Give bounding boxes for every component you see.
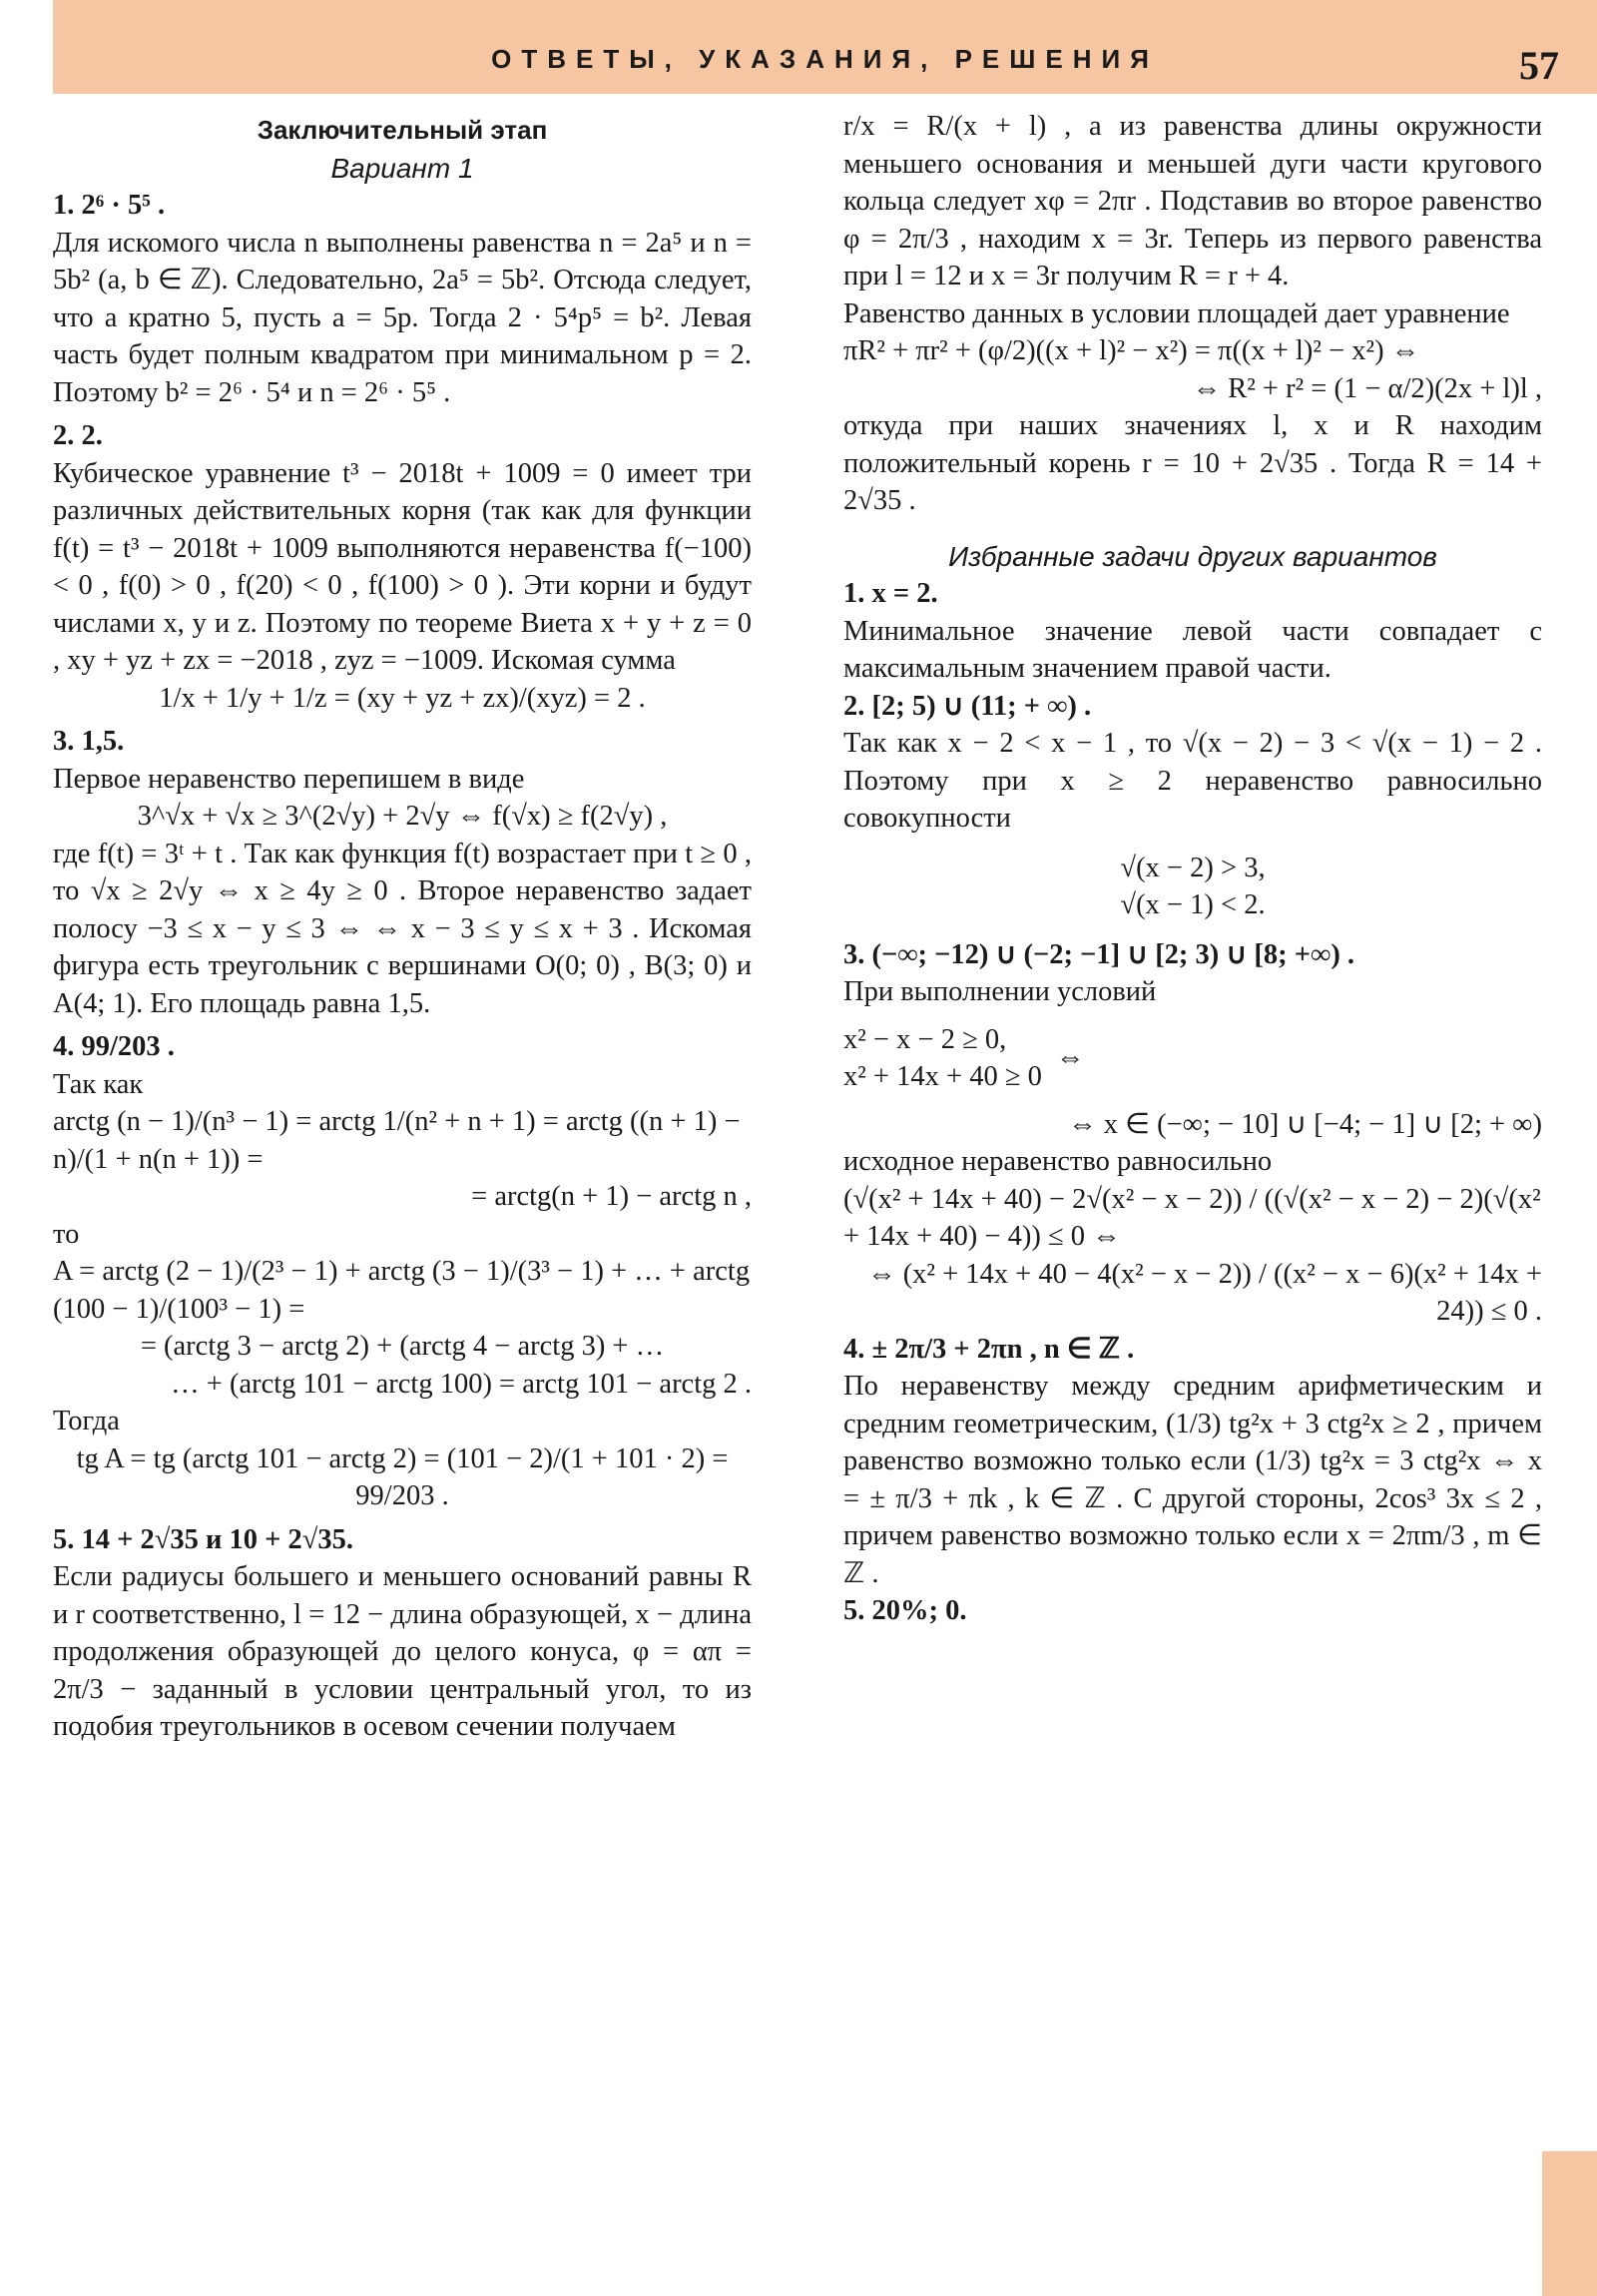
task-4-answer: 4. ± 2π/3 + 2πn , n ∈ ℤ . [843,1333,1135,1365]
problem-4-equation-1: arctg (n − 1)/(n³ − 1) = arctg 1/(n² + n + 1) = arctg ((n + 1) − n)/(1 + n(n + 1)) = [53,1106,741,1175]
task-5-answer: 5. 20%; 0. [843,1595,967,1626]
problem-5-solution: Если радиусы большего и меньшего оснований равны R и r соответственно, l = 12 − длина образующей, x − длина продолжения образующей до целого конуса, φ = απ = 2π/3 − заданный в условии центральный угол, то из подобия треугольников в осевом сечении получаем [53,1561,752,1742]
problem-3-answer: 3. 1,5. [53,726,125,757]
problem-5-equation-2: ⇔ R² + r² = (1 − α/2)(2x + l)l , [1192,372,1542,404]
variant-title: Вариант 1 [330,152,474,184]
running-title: ОТВЕТЫ, УКАЗАНИЯ, РЕШЕНИЯ [491,44,1159,74]
task-3-equation-1: ⇔ x ∈ (−∞; − 10] ∪ [−4; − 1] ∪ [2; + ∞) [1068,1108,1542,1140]
problem-2-equation: 1/x + 1/y + 1/z = (xy + yz + zx)/(xyz) = 2 . [159,682,646,714]
problem-2-solution: Кубическое уравнение t³ − 2018t + 1009 = 0 имеет три различных действительных корня (так как для функции f(t) = t³ − 2018t + 1009 выполняются неравенства f(−100) < 0 , f(0) > 0 , f(20) < 0 , f(100) > 0 ). Эти корни и будут числами x, y и z. Поэтому по теореме Виета x + y + z = 0 , xy + yz + zx = −2018 , zyz = −1009. Искомая сумма [53,457,752,676]
problem-4-equation-4: = (arctg 3 − arctg 2) + (arctg 4 − arctg 3) + … [140,1331,665,1362]
section-other-variants: Избранные задачи других вариантов [948,540,1437,572]
problem-5-continuation: r/x = R/(x + l) , а из равенства длины окружности меньшего основания и меньшей дуги части кругового кольца следует xφ = 2πr . Подставив во второе равенство φ = 2π/3 , находим x = 3r. Теперь из первого равенства при l = 12 и x = 3r получим R = r + 4. [843,111,1542,291]
problem-4-equation-5: … + (arctg 101 − arctg 100) = arctg 101 − arctg 2 . [171,1368,752,1400]
problem-3-intro: Первое неравенство перепишем в виде [53,763,525,795]
problem-2-answer: 2. 2. [53,420,103,451]
problem-4-equation-3: A = arctg (2 − 1)/(2³ − 1) + arctg (3 − 1)/(3³ − 1) + … + arctg (100 − 1)/(100³ − 1) = [53,1256,751,1325]
problem-5-answer: 5. 14 + 2√35 и 10 + 2√35. [53,1523,354,1555]
page-edge-tab [1542,2151,1597,2296]
problem-4-equation-2: = arctg(n + 1) − arctg n , [471,1181,752,1212]
task-2-answer: 2. [2; 5) ∪ (11; + ∞) . [843,690,1092,722]
task-2-system-line-2: √(x − 1) < 2. [1120,889,1266,920]
page-number: 57 [1519,43,1559,88]
task-4-solution: По неравенству между средним арифметическим и средним геометрическим, (1/3) tg²x + 3 ctg²x ≥ 2 , причем равенство возможно только если (1/3) tg²x = 3 ctg²x ⇔ x = ± π/3 + πk , k ∈ ℤ . С другой стороны, 2cos³ 3x ≤ 2 , причем равенство возможно только если x = 2πm/3 , m ∈ ℤ . [843,1371,1542,1589]
problem-4-then: то [53,1218,80,1250]
problem-1-solution: Для искомого числа n выполнены равенства n = 2a⁵ и n = 5b² (a, b ∈ ℤ). Следовательно, 2a⁵ = 5b². Отсюда следует, что a кратно 5, пусть a = 5p. Тогда 2 · 5⁴p⁵ = b². Левая часть будет полным квадратом при минимальном p = 2. Поэтому b² = 2⁶ · 5⁴ и n = 2⁶ · 5⁵ . [53,227,752,408]
task-2-system-line-1: √(x − 2) > 3, [1120,852,1266,883]
problem-5-conclusion: откуда при наших значениях l, x и R находим положительный корень r = 10 + 2√35 . Тогда R = 14 + 2√35 . [843,410,1542,516]
task-3-system-equivalence: ⇔ [1055,1042,1085,1074]
page-header [53,0,1597,94]
task-1-answer: 1. x = 2. [843,578,938,609]
task-3-system-lines [843,1021,1042,1096]
task-3-system [843,1021,1542,1096]
task-3-equation-2: (√(x² + 14x + 40) − 2√(x² − x − 2)) / ((√(x² − x − 2) − 2)(√(x² + 14x + 40) − 4)) ≤ 0 ⇔ [843,1183,1541,1252]
problem-4-then-2: Тогда [53,1406,120,1436]
task-3-system-line-1: x² − x − 2 ≥ 0, [843,1023,1007,1055]
task-3-equation-3: ⇔ (x² + 14x + 40 − 4(x² − x − 2)) / ((x² − x − 6)(x² + 14x + 24)) ≤ 0 . [867,1258,1542,1327]
problem-4-answer: 4. 99/203 . [53,1031,175,1062]
problem-4-equation-6: tg A = tg (arctg 101 − arctg 2) = (101 − 2)/(1 + 101 · 2) = 99/203 . [76,1442,729,1511]
problem-3-solution: где f(t) = 3ᵗ + t . Так как функция f(t) возрастает при t ≥ 0 , то √x ≥ 2√y ⇔ x ≥ 4y ≥ 0 . Второе неравенство задает полосу −3 ≤ x − y ≤ 3 ⇔ ⇔ x − 3 ≤ y ≤ x + 3 . Искомая фигура есть треугольник с вершинами O(0; 0) , B(3; 0) и A(4; 1). Его площадь равна 1,5. [53,838,752,1019]
task-1-solution: Минимальное значение левой части совпадает с максимальным значением правой части. [843,615,1542,684]
task-2-solution: Так как x − 2 < x − 1 , то √(x − 2) − 3 < √(x − 1) − 2 . Поэтому при x ≥ 2 неравенство равносильно совокупности [843,728,1542,834]
right-column [843,108,1542,1630]
task-2-system [843,850,1542,924]
problem-5-equation-1: πR² + πr² + (φ/2)((x + l)² − x²) = π((x + l)² − x²) ⇔ [843,335,1420,366]
section-title: Заключительный этап [257,115,548,145]
problem-4-intro: Так как [53,1068,144,1100]
problem-3-equation: 3^√x + √x ≥ 3^(2√y) + 2√y ⇔ f(√x) ≥ f(2√y) , [137,801,668,832]
task-3-text: исходное неравенство равносильно [843,1146,1273,1177]
left-column [53,112,752,1746]
task-3-system-line-2: x² + 14x + 40 ≥ 0 [843,1061,1042,1092]
problem-1-answer: 1. 2⁶ · 5⁵ . [53,190,166,221]
task-3-answer: 3. (−∞; −12) ∪ (−2; −1] ∪ [2; 3) ∪ [8; +∞) . [843,938,1355,970]
task-3-intro: При выполнении условий [843,976,1157,1007]
problem-5-area-intro: Равенство данных в условии площадей дает уравнение [843,297,1510,329]
